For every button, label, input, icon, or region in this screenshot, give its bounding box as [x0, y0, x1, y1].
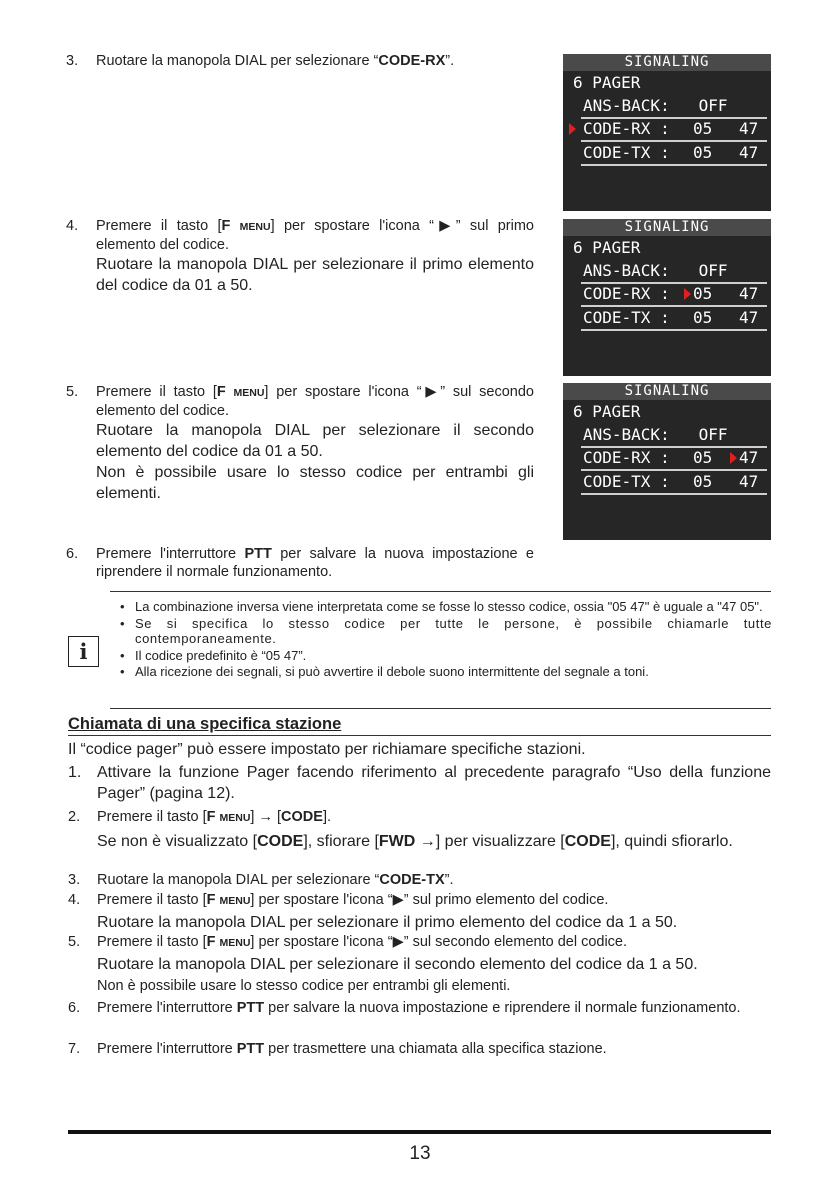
key-menu: MENU	[233, 387, 265, 399]
lcd-separator	[581, 469, 767, 471]
lcd-screen-first-element	[563, 219, 771, 376]
step-5	[66, 383, 534, 504]
lcd-label-code-tx: CODE-TX :	[583, 472, 670, 491]
step-paragraph-2: Non è possibile usare lo stesso codice per entrambi gli elementi.	[97, 978, 511, 994]
step-keyword: PTT	[236, 1041, 265, 1057]
lcd-value-rx-a: 05	[693, 448, 713, 467]
lcd-line-pager: 6 PAGER	[573, 73, 641, 92]
key-menu: MENU	[219, 812, 251, 824]
step-text: Attivare la funzione Pager facendo riferimento al precedente paragrafo “Uso della funzione Pager” (pagina 12).	[97, 764, 771, 802]
key-menu: MENU	[219, 895, 251, 907]
step-paragraph: Ruotare la manopola DIAL per selezionare il primo elemento del codice da 1 a 50.	[97, 914, 678, 931]
step-text-end: ”.	[444, 872, 454, 888]
lcd-value-tx-b: 47	[739, 472, 759, 491]
note-bottom-rule	[110, 708, 771, 709]
lcd-line-ans-back: ANS-BACK: OFF	[583, 425, 728, 444]
lcd-screen-second-element	[563, 383, 771, 540]
section-step-5	[68, 933, 771, 995]
key-f: F	[206, 809, 216, 825]
lcd-line-ans-back: ANS-BACK: OFF	[583, 96, 728, 115]
step-text: Ruotare la manopola DIAL per selezionare “	[97, 872, 380, 888]
section-title: Chiamata di una specifica stazione	[68, 715, 342, 733]
step-number: 3.	[66, 53, 79, 69]
step-number: 7.	[68, 1041, 81, 1057]
lcd-line-pager: 6 PAGER	[573, 402, 641, 421]
step-keyword: PTT	[236, 1000, 265, 1016]
step-text-end: ] per spostare l'icona “▶” sul primo elemento del codice.	[96, 218, 534, 253]
section-rule	[68, 735, 771, 736]
key-f: F	[216, 384, 226, 400]
step-paragraph: Ruotare la manopola DIAL per selezionare il secondo elemento del codice da 1 a 50.	[97, 956, 698, 973]
section-intro: Il “codice pager” può essere impostato per richiamare specifiche stazioni.	[68, 741, 586, 758]
step-text-end: per salvare la nuova impostazione e riprendere il normale funzionamento.	[264, 1000, 741, 1016]
lcd-value-rx-a: 05	[693, 119, 713, 138]
step-number: 6.	[66, 546, 79, 562]
step-number: 2.	[68, 809, 81, 825]
lcd-label-code-rx: CODE-RX :	[583, 119, 670, 138]
lcd-separator	[581, 493, 767, 495]
lcd-line-pager: 6 PAGER	[573, 238, 641, 257]
step-text-mid: ] → [	[250, 809, 282, 825]
lcd-label-code-rx: CODE-RX :	[583, 284, 670, 303]
note-item: • La combinazione inversa viene interpretata come se fosse lo stesso codice, ossia "05 47" è uguale a "47 05".	[118, 599, 772, 615]
cursor-arrow-icon	[569, 123, 576, 135]
lcd-value-tx-a: 05	[693, 308, 713, 327]
lcd-value-tx-a: 05	[693, 143, 713, 162]
lcd-title: SIGNALING	[563, 219, 771, 236]
cursor-arrow-icon	[684, 288, 691, 300]
step-number: 6.	[68, 1000, 81, 1016]
step-4	[66, 217, 534, 296]
footer-rule	[68, 1130, 771, 1134]
step-text: Ruotare la manopola DIAL per selezionare “	[96, 53, 379, 69]
step-text: Premere il tasto [	[96, 218, 222, 234]
para-text: ], quindi sfiorarlo.	[610, 833, 733, 850]
key-menu: MENU	[219, 937, 251, 949]
note-item: • Se si specifica lo stesso codice per tutte le persone, è possibile chiamarle tutte contemporaneamente.	[118, 616, 772, 647]
lcd-value-rx-b: 47	[739, 284, 759, 303]
lcd-label-code-rx: CODE-RX :	[583, 448, 670, 467]
key-code: CODE	[257, 833, 304, 850]
page-number: 13	[409, 1143, 431, 1164]
para-text: →] per visualizzare [	[415, 833, 565, 850]
step-text: Premere il tasto [	[97, 934, 207, 950]
note-top-rule	[110, 591, 771, 592]
step-keyword: CODE-RX	[378, 53, 446, 69]
step-text-end: ] per spostare l'icona “▶” sul primo elemento del codice.	[250, 892, 609, 908]
section-step-1	[68, 762, 771, 804]
lcd-separator	[581, 140, 767, 142]
lcd-value-rx-a: 05	[693, 284, 713, 303]
key-menu: MENU	[239, 221, 271, 233]
para-text: Se non è visualizzato [	[97, 833, 258, 850]
key-f: F	[206, 892, 216, 908]
step-text-end: ] per spostare l'icona “▶” sul secondo elemento del codice.	[250, 934, 628, 950]
step-keyword: PTT	[244, 546, 272, 562]
step-6	[66, 545, 534, 581]
key-code: CODE	[281, 809, 323, 825]
para-text: ], sfiorare [	[303, 833, 379, 850]
step-text: Premere il tasto [	[97, 809, 207, 825]
note-item: • Il codice predefinito è “05 47”.	[118, 648, 772, 664]
step-text: Premere il tasto [	[96, 384, 217, 400]
step-number: 1.	[68, 764, 82, 781]
lcd-label-code-tx: CODE-TX :	[583, 308, 670, 327]
lcd-separator	[581, 164, 767, 166]
lcd-label-code-tx: CODE-TX :	[583, 143, 670, 162]
lcd-line-ans-back: ANS-BACK: OFF	[583, 261, 728, 280]
lcd-title: SIGNALING	[563, 54, 771, 71]
step-text-end: ].	[322, 809, 331, 825]
key-f: F	[221, 218, 231, 234]
step-text-end: ”.	[445, 53, 455, 69]
section-step-6	[68, 999, 771, 1017]
lcd-value-tx-a: 05	[693, 472, 713, 491]
step-text-end: per trasmettere una chiamata alla specifica stazione.	[264, 1041, 607, 1057]
info-icon: i	[68, 636, 99, 667]
section-step-7	[68, 1040, 771, 1058]
lcd-separator	[581, 329, 767, 331]
note-list	[118, 599, 772, 681]
step-text: Premere l'interruttore	[97, 1041, 237, 1057]
lcd-value-tx-b: 47	[739, 308, 759, 327]
cursor-arrow-icon	[730, 452, 737, 464]
lcd-value-rx-b: 47	[739, 448, 759, 467]
step-paragraph-2: Non è possibile usare lo stesso codice per entrambi gli elementi.	[96, 464, 534, 502]
key-f: F	[206, 934, 216, 950]
lcd-separator	[581, 305, 767, 307]
step-number: 3.	[68, 872, 81, 888]
key-code: CODE	[564, 833, 611, 850]
section-step-4	[68, 891, 771, 933]
step-text: Premere l'interruttore	[96, 546, 245, 562]
lcd-title: SIGNALING	[563, 383, 771, 400]
step-number: 5.	[66, 384, 79, 400]
step-text-end: per salvare la nuova impostazione e riprendere il normale funzionamento.	[96, 546, 534, 580]
note-item: • Alla ricezione dei segnali, si può avvertire il debole suono intermittente del segnale a toni.	[118, 664, 772, 680]
step-keyword: CODE-TX	[379, 872, 445, 888]
step-number: 4.	[68, 892, 81, 908]
lcd-value-rx-b: 47	[739, 119, 759, 138]
step-3	[66, 52, 534, 70]
step-number: 5.	[68, 934, 81, 950]
lcd-screen-code-rx	[563, 54, 771, 211]
section-step-2	[68, 808, 771, 852]
lcd-value-tx-b: 47	[739, 143, 759, 162]
section-step-3	[68, 871, 771, 889]
step-number: 4.	[66, 218, 79, 234]
step-text: Premere il tasto [	[97, 892, 207, 908]
step-paragraph: Ruotare la manopola DIAL per selezionare il secondo elemento del codice da 01 a 50.	[96, 422, 534, 460]
step-text-end: ] per spostare l'icona “▶” sul secondo elemento del codice.	[96, 384, 534, 419]
key-fwd: FWD	[378, 833, 416, 850]
step-text: Premere l'interruttore	[97, 1000, 237, 1016]
step-paragraph: Ruotare la manopola DIAL per selezionare il primo elemento del codice da 01 a 50.	[96, 256, 534, 294]
